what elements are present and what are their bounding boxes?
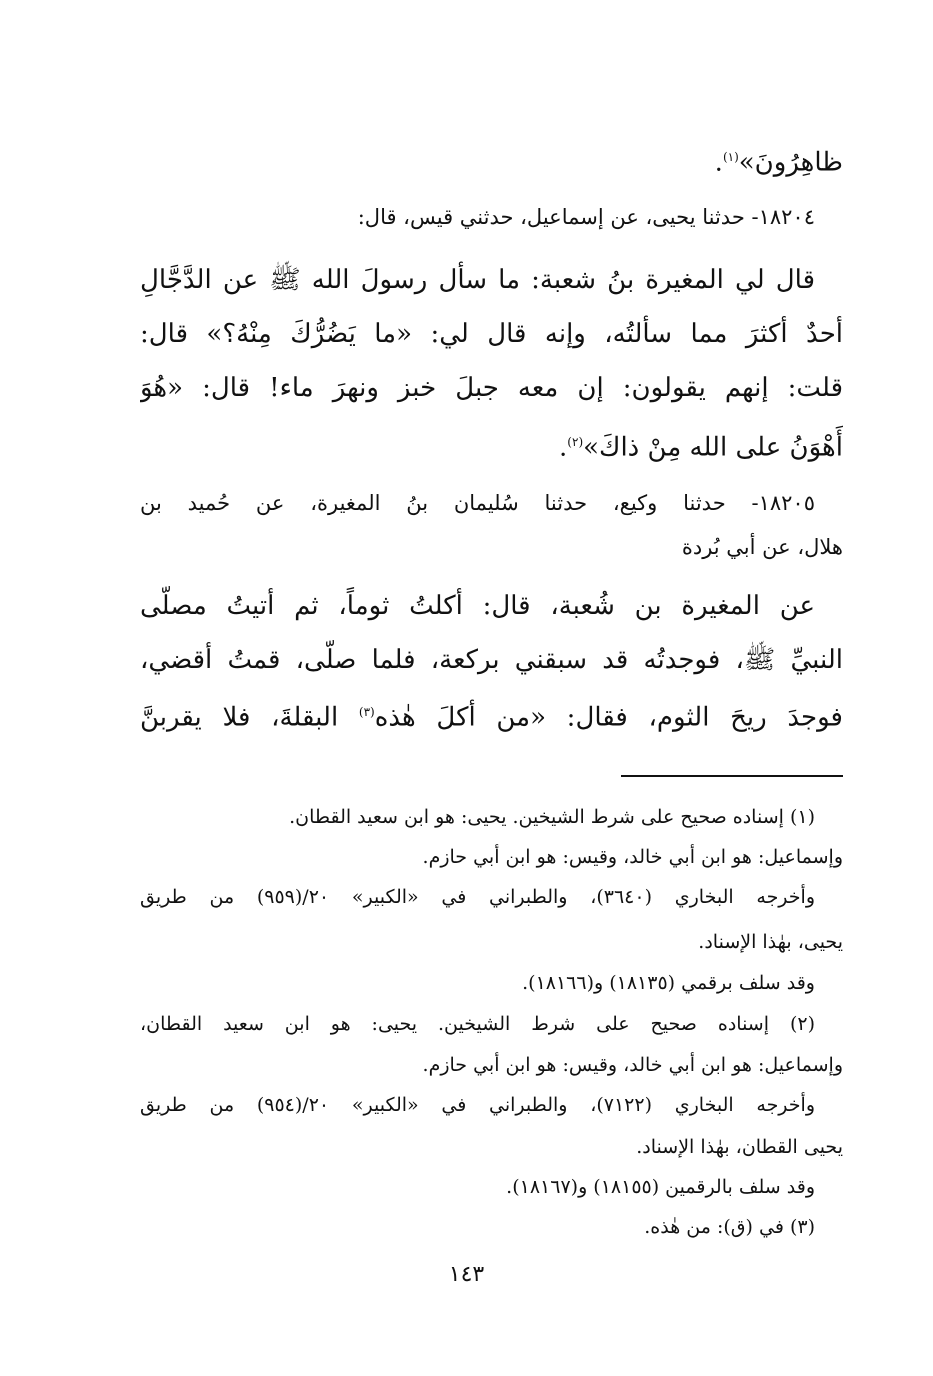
footnote-line: وأخرجه البخاري (٧١٢٢)، والطبراني في «الكبير» ٢٠/(٩٥٤) من طريق: [140, 1094, 815, 1116]
page-number: ١٤٣: [448, 1262, 485, 1287]
footnote-divider: [621, 775, 843, 777]
footnote-line: يحيى القطان، بهٰذا الإسناد.: [636, 1136, 843, 1158]
text-line: قلت: إنهم يقولون: إن معه جبلَ خبز ونهرَ ماء! قال: «هُوَ: [140, 373, 843, 403]
footnote-line: يحيى، بهٰذا الإسناد.: [698, 931, 843, 953]
footnote-line: (٣) في (ق): من هٰذه.: [644, 1216, 815, 1238]
hadith-chain: ١٨٢٠٥- حدثنا وكيع، حدثنا سُليمان بنُ المغيرة، عن حُميد بن: [140, 491, 815, 515]
text-line: قال لي المغيرة بنُ شعبة: ما سأل رسولَ الله ﷺ عن الدَّجَّالِ: [140, 265, 815, 295]
footnote-ref: (٣): [358, 705, 375, 719]
text-line: فوجدَ ريحَ الثوم، فقال: «من أكلَ هٰذه$^{(٣)}$ البقلةَ، فلا يقربنَّ: [140, 702, 843, 733]
text-line: عن المغيرة بن شُعبة، قال: أكلتُ ثوماً، ثم أتيتُ مصلَّى: [140, 591, 815, 621]
footnote-ref: (٢): [567, 435, 584, 449]
footnote-ref: (١): [722, 150, 739, 164]
hadith-chain: ١٨٢٠٤- حدثنا يحيى، عن إسماعيل، حدثني قيس، قال:: [357, 205, 815, 229]
footnote-line: وقد سلف بالرقمين (١٨١٥٥) و(١٨١٦٧).: [506, 1176, 815, 1198]
text-line: ظاهِرُونَ»$^{(١)}$.: [714, 147, 843, 178]
footnote-line: (١) إسناده صحيح على شرط الشيخين. يحيى: هو ابن سعيد القطان.: [289, 806, 815, 828]
footnote-line: (٢) إسناده صحيح على شرط الشيخين. يحيى: هو ابن سعيد القطان،: [140, 1013, 815, 1035]
text-line: أَهْوَنُ على الله مِنْ ذاكَ»$^{(٢)}$.: [559, 432, 843, 463]
hadith-chain: هلال، عن أبي بُردة: [681, 535, 843, 559]
text-line: أحدٌ أكثرَ مما سألتُه، وإنه قال لي: «ما يَضُرُّكَ مِنْهُ؟» قال:: [140, 319, 843, 349]
footnote-line: وإسماعيل: هو ابن أبي خالد، وقيس: هو ابن أبي حازم.: [422, 846, 843, 868]
footnote-line: وأخرجه البخاري (٣٦٤٠)، والطبراني في «الكبير» ٢٠/(٩٥٩) من طريق: [140, 886, 815, 908]
footnote-line: وإسماعيل: هو ابن أبي خالد، وقيس: هو ابن أبي حازم.: [422, 1054, 843, 1076]
text-line: النبيِّ ﷺ، فوجدتُه قد سبقني بركعة، فلما صلَّى، قمتُ أقضي،: [140, 645, 843, 675]
footnote-line: وقد سلف برقمي (١٨١٣٥) و(١٨١٦٦).: [522, 972, 815, 994]
